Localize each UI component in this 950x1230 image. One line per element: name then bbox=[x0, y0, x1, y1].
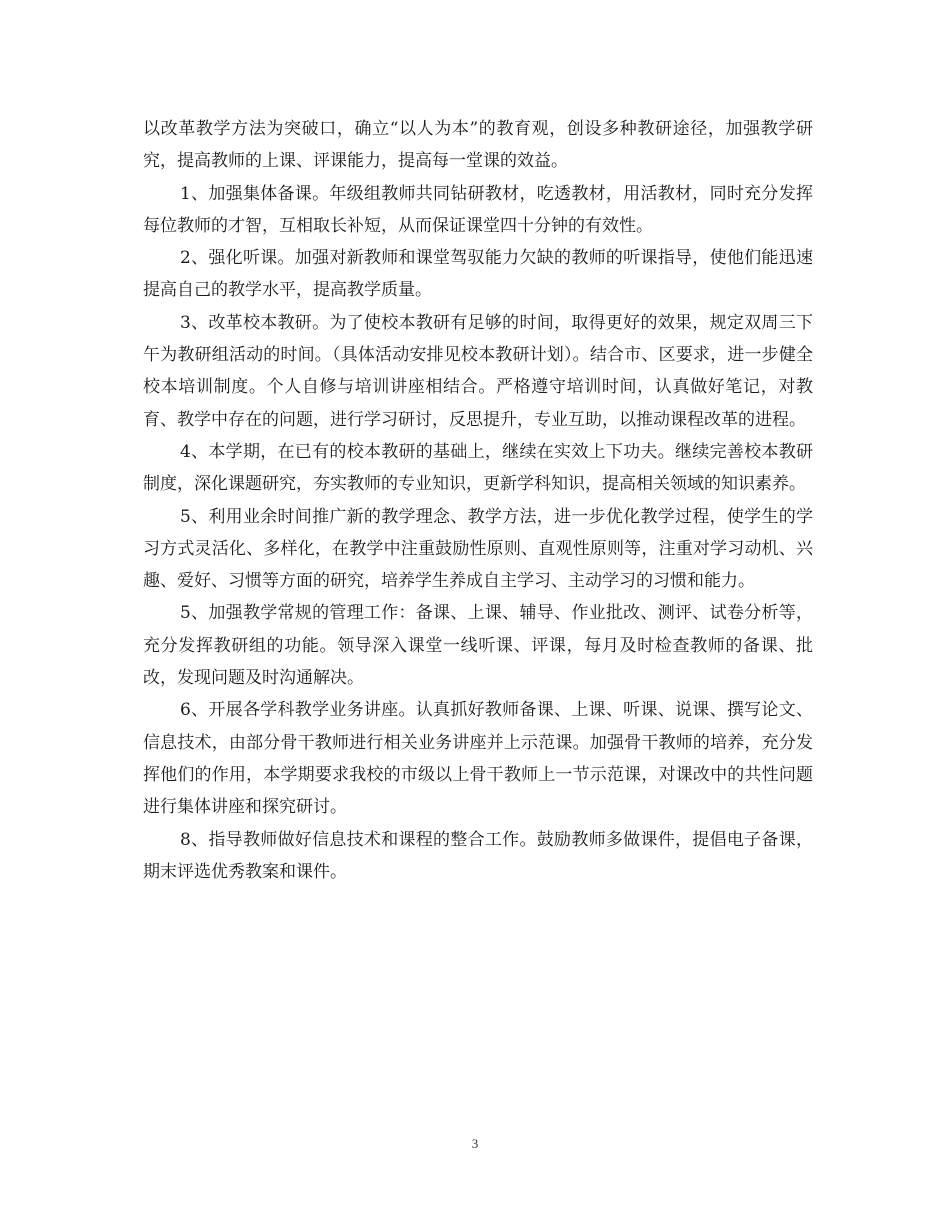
item-6-subject-lectures: 6、开展各学科教学业务讲座。认真抓好教师备课、上课、听课、说课、撰写论文、信息技术，由部分骨干教师进行相关业务讲座并上示范课。加强骨干教师的培养，充分发挥他们的作用，本学期要求我校的市级以上骨干教师上一节示范课，对课改中的共性问题进行集体讲座和探究研讨。 bbox=[143, 700, 813, 818]
item-1-collective-lesson-prep: 1、加强集体备课。年级组教师共同钻研教材，吃透教材，用活教材，同时充分发挥每位教师的才智，互相取长补短，从而保证课堂四十分钟的有效性。 bbox=[143, 183, 813, 236]
item-5-routine-management: 5、加强教学常规的管理工作：备课、上课、辅导、作业批改、测评、试卷分析等，充分发挥教研组的功能。领导深入课堂一线听课、评课，每月及时检查教师的备课、批改，发现问题及时沟通解决。 bbox=[143, 603, 813, 689]
item-5-teaching-concepts: 5、利用业余时间推广新的教学理念、教学方法，进一步优化教学过程，使学生的学习方式灵活化、多样化，在教学中注重鼓励性原则、直观性原则等，注重对学习动机、兴趣、爱好、习惯等方面的研究，培养学生养成自主学习、主动学习的习惯和能力。 bbox=[143, 506, 813, 592]
intro-paragraph: 以改革教学方法为突破口，确立“以人为本”的教育观，创设多种教研途径，加强教学研究，提高教师的上课、评课能力，提高每一堂课的效益。 bbox=[143, 119, 813, 172]
document-body bbox=[143, 113, 813, 888]
item-3-school-based-research: 3、改革校本教研。为了使校本教研有足够的时间，取得更好的效果，规定双周三下午为教研组活动的时间。（具体活动安排见校本教研计划）。结合市、区要求，进一步健全校本培训制度。个人自修与培训讲座相结合。严格遵守培训时间，认真做好笔记，对教育、教学中存在的问题，进行学习研讨，反思提升，专业互助，以推动课程改革的进程。 bbox=[143, 312, 813, 430]
item-8-it-integration: 8、指导教师做好信息技术和课程的整合工作。鼓励教师多做课件，提倡电子备课，期末评选优秀教案和课件。 bbox=[143, 829, 813, 882]
item-2-lesson-observation: 2、强化听课。加强对新教师和课堂驾驭能力欠缺的教师的听课指导，使他们能迅速提高自己的教学水平，提高教学质量。 bbox=[143, 248, 813, 301]
page-number: 3 bbox=[471, 1136, 479, 1151]
item-4-research-effectiveness: 4、本学期，在已有的校本教研的基础上，继续在实效上下功夫。继续完善校本教研制度，深化课题研究，夯实教师的专业知识，更新学科知识，提高相关领域的知识素养。 bbox=[143, 441, 813, 495]
